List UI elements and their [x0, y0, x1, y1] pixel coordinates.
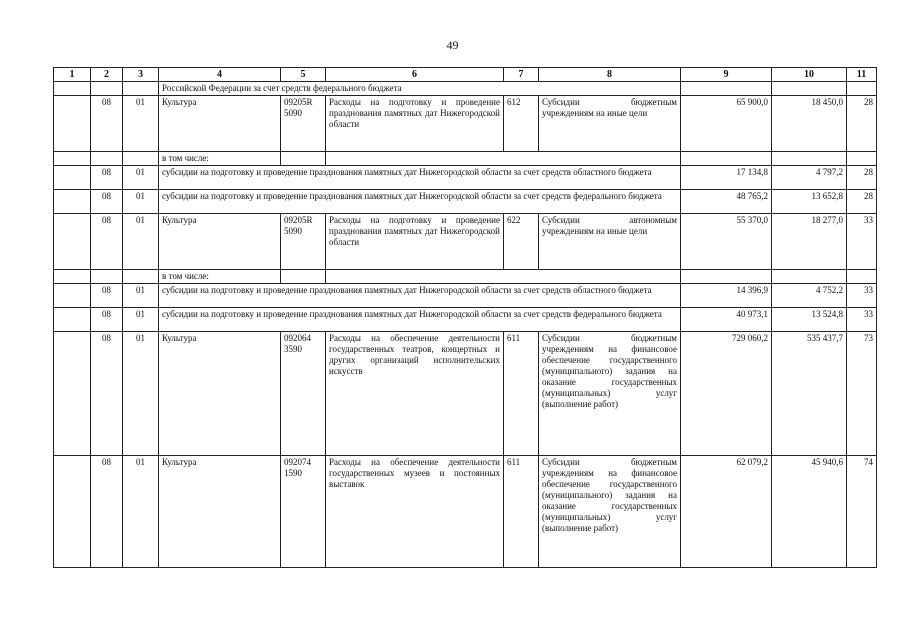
column-header: 5: [281, 68, 326, 82]
empty-cell: [681, 270, 772, 284]
empty-cell: [772, 82, 847, 96]
including-label: в том числе:: [159, 270, 281, 284]
empty-cell: [847, 82, 877, 96]
table-row: [54, 332, 877, 456]
amount-2: 18 450,0: [772, 96, 847, 152]
amount-total: 62 079,2: [681, 456, 772, 568]
empty-cell: [54, 284, 91, 308]
target-code: 092064 3590: [281, 332, 326, 456]
amount-total: 40 973,1: [681, 308, 772, 332]
section-name: Культура: [159, 214, 281, 270]
subsidy-row: [54, 284, 877, 308]
subsection-code: 01: [123, 332, 159, 456]
target-code: 092074 1590: [281, 456, 326, 568]
amount-2: 45 940,6: [772, 456, 847, 568]
empty-cell: [91, 82, 123, 96]
section-code: 08: [91, 166, 123, 190]
label-row: [54, 152, 877, 166]
empty-cell: [847, 152, 877, 166]
subsection-code: 01: [123, 214, 159, 270]
empty-cell: [326, 152, 681, 166]
percent-value: 28: [847, 166, 877, 190]
empty-cell: [54, 166, 91, 190]
target-code: 09205R 5090: [281, 214, 326, 270]
subsection-code: 01: [123, 456, 159, 568]
empty-cell: [681, 152, 772, 166]
target-code: 09205R 5090: [281, 96, 326, 152]
section-code: 08: [91, 284, 123, 308]
header-row: [54, 68, 877, 82]
empty-cell: [54, 152, 91, 166]
percent-value: 28: [847, 96, 877, 152]
subsection-code: 01: [123, 284, 159, 308]
section-code: 08: [91, 96, 123, 152]
empty-cell: [54, 270, 91, 284]
empty-cell: [281, 270, 326, 284]
empty-cell: [772, 152, 847, 166]
subsidy-row: [54, 166, 877, 190]
column-header: 4: [159, 68, 281, 82]
empty-cell: [326, 270, 681, 284]
percent-value: 33: [847, 284, 877, 308]
empty-cell: [54, 190, 91, 214]
column-header: 1: [54, 68, 91, 82]
amount-total: 17 134,8: [681, 166, 772, 190]
empty-cell: [54, 308, 91, 332]
empty-cell: [123, 82, 159, 96]
empty-cell: [123, 152, 159, 166]
expense-type-name: Субсидии бюджетным учреждениям на иные цели: [539, 96, 681, 152]
expense-description: Расходы на обеспечение деятельности государственных театров, концертных и других организаций исполнительских искусств: [326, 332, 504, 456]
amount-2: 13 524,8: [772, 308, 847, 332]
empty-cell: [91, 152, 123, 166]
section-name: Культура: [159, 96, 281, 152]
column-header: 2: [91, 68, 123, 82]
amount-total: 729 060,2: [681, 332, 772, 456]
section-code: 08: [91, 456, 123, 568]
expense-type-code: 611: [504, 332, 539, 456]
section-name: Культура: [159, 332, 281, 456]
amount-2: 18 277,0: [772, 214, 847, 270]
table-row: [54, 214, 877, 270]
section-code: 08: [91, 190, 123, 214]
percent-value: 74: [847, 456, 877, 568]
empty-cell: [54, 214, 91, 270]
amount-total: 55 370,0: [681, 214, 772, 270]
empty-cell: [54, 82, 91, 96]
amount-total: 48 765,2: [681, 190, 772, 214]
budget-table: [53, 67, 877, 568]
amount-2: 4 752,2: [772, 284, 847, 308]
empty-cell: [772, 270, 847, 284]
empty-cell: [123, 270, 159, 284]
subsidy-description: субсидии на подготовку и проведение празднования памятных дат Нижегородской области за счет средств федерального бюджета: [159, 308, 681, 332]
subsection-code: 01: [123, 96, 159, 152]
section-code: 08: [91, 214, 123, 270]
empty-cell: [847, 270, 877, 284]
subsidy-row: [54, 308, 877, 332]
section-code: 08: [91, 332, 123, 456]
percent-value: 73: [847, 332, 877, 456]
expense-description: Расходы на подготовку и проведение празднования памятных дат Нижегородской области: [326, 214, 504, 270]
column-header: 8: [539, 68, 681, 82]
expense-description: Расходы на подготовку и проведение празднования памятных дат Нижегородской области: [326, 96, 504, 152]
expense-type-name: Субсидии автономным учреждениям на иные цели: [539, 214, 681, 270]
expense-type-name: Субсидии бюджетным учреждениям на финансовое обеспечение государственного (муниципального) задания на оказание государственных (муниципальных) услуг (выполнение работ): [539, 456, 681, 568]
section-name: Культура: [159, 456, 281, 568]
subsidy-description: субсидии на подготовку и проведение празднования памятных дат Нижегородской области за счет средств федерального бюджета: [159, 190, 681, 214]
page-number: 49: [446, 38, 459, 52]
expense-type-code: 622: [504, 214, 539, 270]
column-header: 6: [326, 68, 504, 82]
table-row: [54, 456, 877, 568]
column-header: 9: [681, 68, 772, 82]
column-header: 7: [504, 68, 539, 82]
table-row: [54, 96, 877, 152]
empty-cell: [54, 456, 91, 568]
label-row: [54, 270, 877, 284]
section-code: 08: [91, 308, 123, 332]
amount-2: 4 797,2: [772, 166, 847, 190]
subsidy-description: субсидии на подготовку и проведение празднования памятных дат Нижегородской области за счет средств областного бюджета: [159, 166, 681, 190]
amount-2: 13 652,8: [772, 190, 847, 214]
empty-cell: [91, 270, 123, 284]
continuation-row: [54, 82, 877, 96]
amount-total: 65 900,0: [681, 96, 772, 152]
column-header: 10: [772, 68, 847, 82]
subsidy-description: субсидии на подготовку и проведение празднования памятных дат Нижегородской области за счет средств областного бюджета: [159, 284, 681, 308]
percent-value: 28: [847, 190, 877, 214]
expense-type-code: 612: [504, 96, 539, 152]
amount-2: 535 437,7: [772, 332, 847, 456]
empty-cell: [281, 152, 326, 166]
subsection-code: 01: [123, 308, 159, 332]
column-header: 3: [123, 68, 159, 82]
empty-cell: [681, 82, 772, 96]
table-body: [54, 68, 877, 568]
subsidy-row: [54, 190, 877, 214]
percent-value: 33: [847, 214, 877, 270]
expense-type-code: 611: [504, 456, 539, 568]
percent-value: 33: [847, 308, 877, 332]
expense-type-name: Субсидии бюджетным учреждениям на финансовое обеспечение государственного (муниципального) задания на оказание государственных (муниципальных) услуг (выполнение работ): [539, 332, 681, 456]
empty-cell: [54, 332, 91, 456]
including-label: в том числе:: [159, 152, 281, 166]
subsection-code: 01: [123, 190, 159, 214]
continuation-text: Российской Федерации за счет средств федерального бюджета: [159, 82, 681, 96]
amount-total: 14 396,9: [681, 284, 772, 308]
expense-description: Расходы на обеспечение деятельности государственных музеев и постоянных выставок: [326, 456, 504, 568]
subsection-code: 01: [123, 166, 159, 190]
empty-cell: [54, 96, 91, 152]
column-header: 11: [847, 68, 877, 82]
